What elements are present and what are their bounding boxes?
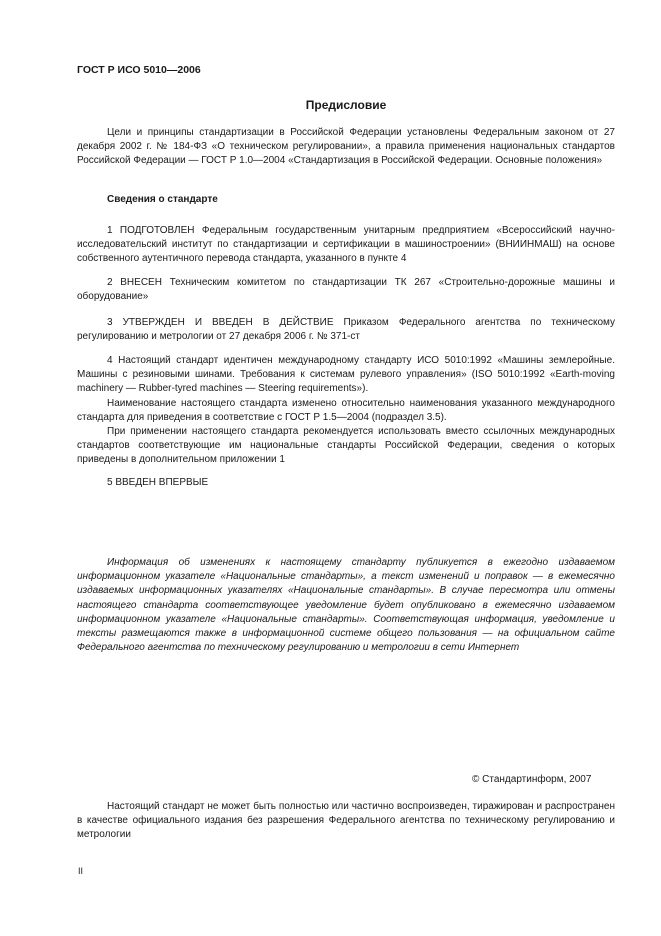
intro-section [77, 126, 615, 169]
item-4-paragraph: 4 Настоящий стандарт идентичен международному стандарту ИСО 5010:1992 «Машины землеройные. Машины с резиновыми шинами. Требования к системам рулевого управления» (ISO 5010:1992 «Earth-moving machinery — Rubber-tyred machines — Steering requirements»). [77, 355, 615, 395]
item-4-note-paragraph: Наименование настоящего стандарта изменено относительно наименования указанного международного стандарта для приведения в соответствие с ГОСТ Р 1.5—2004 (подраздел 3.5). [77, 397, 615, 423]
item-3-section [77, 316, 615, 344]
page-title: Предисловие [305, 98, 387, 112]
document-header: ГОСТ Р ИСО 5010—2006 [77, 64, 201, 76]
item-4-section [77, 354, 615, 468]
copyright-line: © Стандартинформ, 2007 [472, 774, 592, 785]
reproduction-paragraph: Настоящий стандарт не может быть полностью или частично воспроизведен, тиражирован и распространен в качестве официального издания без разрешения Федерального агентства по техническому регулированию и метрологии [77, 801, 615, 841]
item-2-section [77, 276, 615, 304]
item-5-section [77, 476, 615, 490]
item-5-paragraph: 5 ВВЕДЕН ВПЕРВЫЕ [107, 477, 209, 488]
section-subheading: Сведения о стандарте [107, 194, 218, 205]
item-4-reference-paragraph: При применении настоящего стандарта рекомендуется использовать вместо ссылочных международных стандартов соответствующие им национальные стандарты Российской Федерации, сведения о которых приведены в дополнительном приложении 1 [77, 426, 615, 466]
notice-paragraph: Информация об изменениях к настоящему стандарту публикуется в ежегодно издаваемом информационном указателе «Национальные стандарты», а текст изменений и поправок — в ежемесячно издаваемых информационных указателях «Национальные стандарты». В случае пересмотра или отмены настоящего стандарта соответствующее уведомление будет опубликовано в ежемесячно издаваемом информационном указателе «Национальные стандарты». Соответствующая информация, уведомление и тексты размещаются также в информационной системе общего пользования — на официальном сайте Федерального агентства по техническому регулированию и метрологии в сети Интернет [77, 557, 615, 654]
item-1-section [77, 224, 615, 267]
item-2-paragraph: 2 ВНЕСЕН Техническим комитетом по стандартизации ТК 267 «Строительно-дорожные машины и оборудование» [77, 277, 615, 303]
intro-paragraph: Цели и принципы стандартизации в Российской Федерации установлены Федеральным законом от 27 декабря 2002 г. № 184-ФЗ «О техническом регулировании», а правила применения национальных стандартов Российской Федерации — ГОСТ Р 1.0—2004 «Стандартизация в Российской Федерации. Основные положения» [77, 127, 615, 167]
page-number: II [78, 866, 84, 876]
item-1-paragraph: 1 ПОДГОТОВЛЕН Федеральным государственным унитарным предприятием «Всероссийский научно-исследовательский институт по стандартизации и сертификации в машиностроении» (ВНИИНМАШ) на основе собственного аутентичного перевода стандарта, указанного в пункте 4 [77, 225, 615, 265]
reproduction-section [77, 800, 615, 843]
notice-section [77, 556, 615, 655]
item-3-paragraph: 3 УТВЕРЖДЕН И ВВЕДЕН В ДЕЙСТВИЕ Приказом Федерального агентства по техническому регулированию и метрологии от 27 декабря 2006 г. № 371-ст [77, 317, 615, 343]
